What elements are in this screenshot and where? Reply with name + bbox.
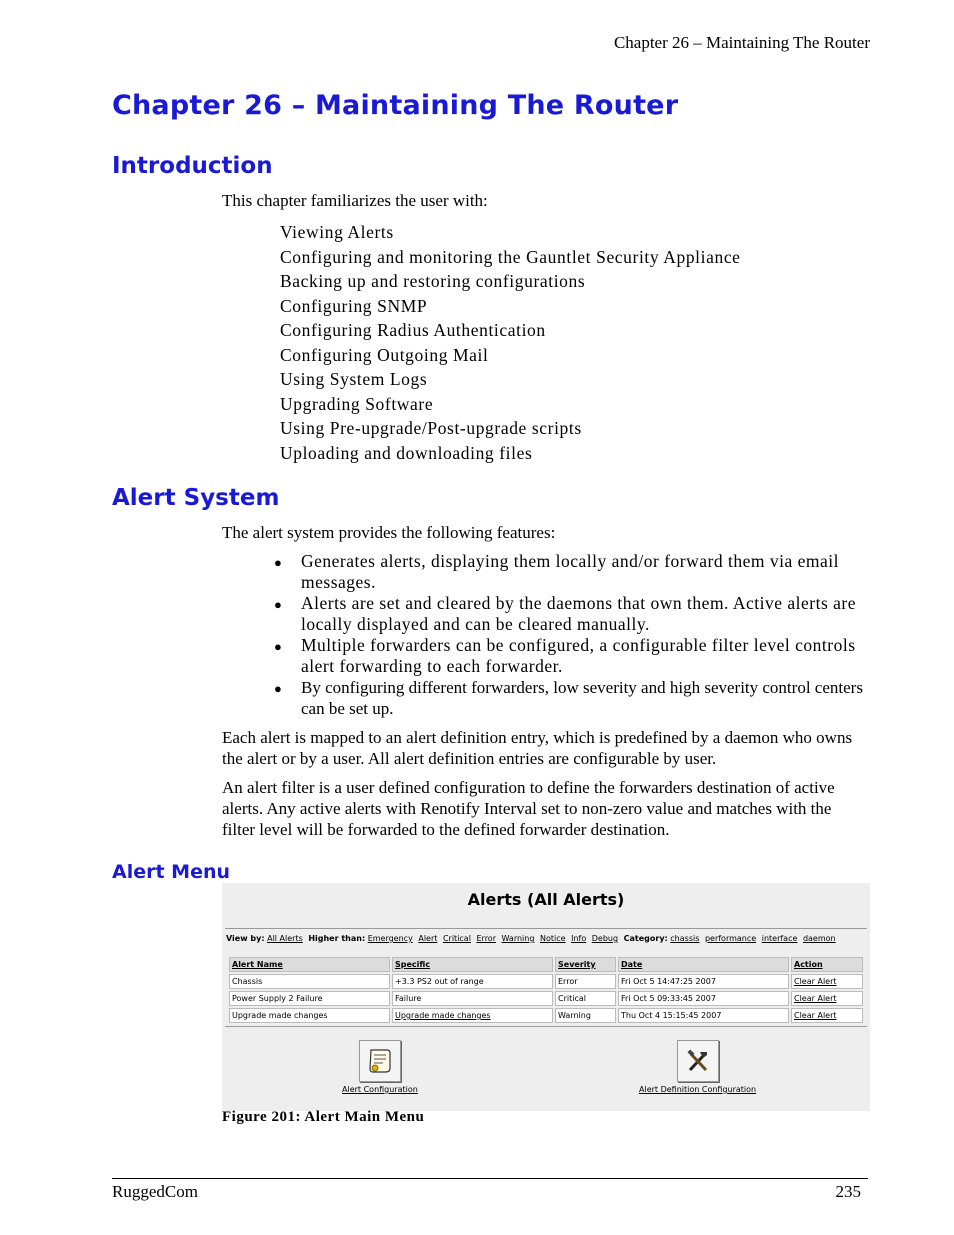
alert-main-menu-figure [222,883,870,1111]
introduction-lead: This chapter familiarizes the user with: [222,191,488,210]
alert-configuration-label[interactable]: Alert Configuration [342,1085,418,1094]
date-cell: Fri Oct 5 09:33:45 2007 [618,991,789,1006]
bullet-icon: ● [274,639,283,654]
category-label: Category: [623,934,668,943]
feature-list [272,551,872,719]
severity-link-emergency[interactable]: Emergency [367,934,413,943]
running-header: Chapter 26 – Maintaining The Router [613,33,870,52]
figure-title: Alerts (All Alerts) [467,890,625,909]
category-link-daemon[interactable]: daemon [802,934,836,943]
severity-link-notice[interactable]: Notice [539,934,566,943]
list-item: Using Pre-upgrade/Post-upgrade scripts [280,418,582,438]
all-alerts-link[interactable]: All Alerts [267,934,303,943]
column-header-action[interactable]: Action [791,957,863,972]
table-row [229,1008,863,1023]
tools-icon[interactable] [677,1040,719,1082]
severity-link-alert[interactable]: Alert [418,934,438,943]
feature-text: Multiple forwarders can be configured, a configurable filter level controls alert forwarding to each forwarder. [301,635,856,676]
divider [225,1026,867,1027]
alert-definition-configuration-button[interactable] [639,1040,756,1094]
alert-configuration-button[interactable] [342,1040,418,1094]
list-item [272,635,872,677]
severity-link-warning[interactable]: Warning [501,934,535,943]
alert-system-lead: The alert system provides the following features: [222,523,556,542]
table-header-row [229,957,863,972]
view-by-bar [226,934,839,943]
bullet-icon: ● [274,681,282,696]
alert-definition-configuration-label[interactable]: Alert Definition Configuration [639,1085,757,1094]
severity-link-error[interactable]: Error [476,934,496,943]
column-header-date[interactable]: Date [618,957,789,972]
introduction-heading: Introduction [112,153,273,179]
list-item [272,677,872,719]
column-header-alert-name[interactable]: Alert Name [229,957,390,972]
category-link-interface[interactable]: interface [761,934,798,943]
severity-cell: Warning [555,1008,616,1023]
list-item: Configuring SNMP [280,295,428,316]
document-wrench-icon[interactable] [359,1040,401,1082]
chapter-title: Chapter 26 – Maintaining The Router [112,90,679,121]
table-row [229,974,863,989]
list-item: Upgrading Software [280,393,434,414]
topic-list [280,220,741,465]
bullet-icon: ● [274,597,283,612]
date-cell: Fri Oct 5 14:47:25 2007 [618,974,789,989]
alert-menu-heading: Alert Menu [112,861,231,883]
list-item [272,593,872,635]
footer-company: RuggedCom [112,1182,198,1201]
category-link-chassis[interactable]: chassis [670,934,700,943]
list-item: Uploading and downloading files [280,442,533,463]
clear-alert-link[interactable]: Clear Alert [791,991,863,1006]
specific-cell-link[interactable]: Upgrade made changes [392,1008,553,1023]
column-header-specific[interactable]: Specific [392,957,553,972]
severity-cell: Critical [555,991,616,1006]
alert-mapping-paragraph: Each alert is mapped to an alert definition entry, which is predefined by a daemon who owns the alert or by a user. All alert definition entries are configurable by user. [222,728,853,768]
alert-filter-paragraph: An alert filter is a user defined configuration to define the forwarders destination of active alerts. Any active alerts with Renotify Interval set to non-zero value and matches with the filter level will be forwarded to the defined forwarder destination. [222,778,835,839]
list-item: Configuring and monitoring the Gauntlet Security Appliance [280,246,741,267]
list-item [272,551,872,593]
page-number: 235 [835,1182,861,1201]
list-item: Configuring Outgoing Mail [280,344,489,365]
specific-cell: Failure [392,991,553,1006]
list-item: Backing up and restoring configurations [280,271,586,291]
clear-alert-link[interactable]: Clear Alert [791,1008,863,1023]
feature-text: By configuring different forwarders, low severity and high severity control centers can be set up. [301,678,863,718]
severity-link-info[interactable]: Info [571,934,587,943]
alert-system-heading: Alert System [112,485,280,511]
alerts-table [227,955,865,1025]
severity-link-debug[interactable]: Debug [591,934,619,943]
feature-text: Generates alerts, displaying them locally and/or forward them via email messages. [301,551,839,592]
category-link-performance[interactable]: performance [704,934,757,943]
clear-alert-link[interactable]: Clear Alert [791,974,863,989]
alert-name-cell: Chassis [229,974,390,989]
severity-link-critical[interactable]: Critical [442,934,471,943]
figure-caption: Figure 201: Alert Main Menu [222,1109,425,1125]
higher-than-label: Higher than: [308,934,366,943]
alert-name-cell: Upgrade made changes [229,1008,390,1023]
view-by-label: View by: [226,934,265,943]
footer-divider [112,1178,868,1179]
divider [225,928,867,929]
bullet-icon: ● [274,555,283,570]
list-item: Viewing Alerts [280,222,394,242]
date-cell: Thu Oct 4 15:15:45 2007 [618,1008,789,1023]
alert-name-cell: Power Supply 2 Failure [229,991,390,1006]
table-row [229,991,863,1006]
specific-cell: +3.3 PS2 out of range [392,974,553,989]
list-item: Configuring Radius Authentication [280,320,546,340]
feature-text: Alerts are set and cleared by the daemons that own them. Active alerts are locally displayed and can be cleared manually. [301,593,856,634]
list-item: Using System Logs [280,369,428,389]
severity-cell: Error [555,974,616,989]
column-header-severity[interactable]: Severity [555,957,616,972]
